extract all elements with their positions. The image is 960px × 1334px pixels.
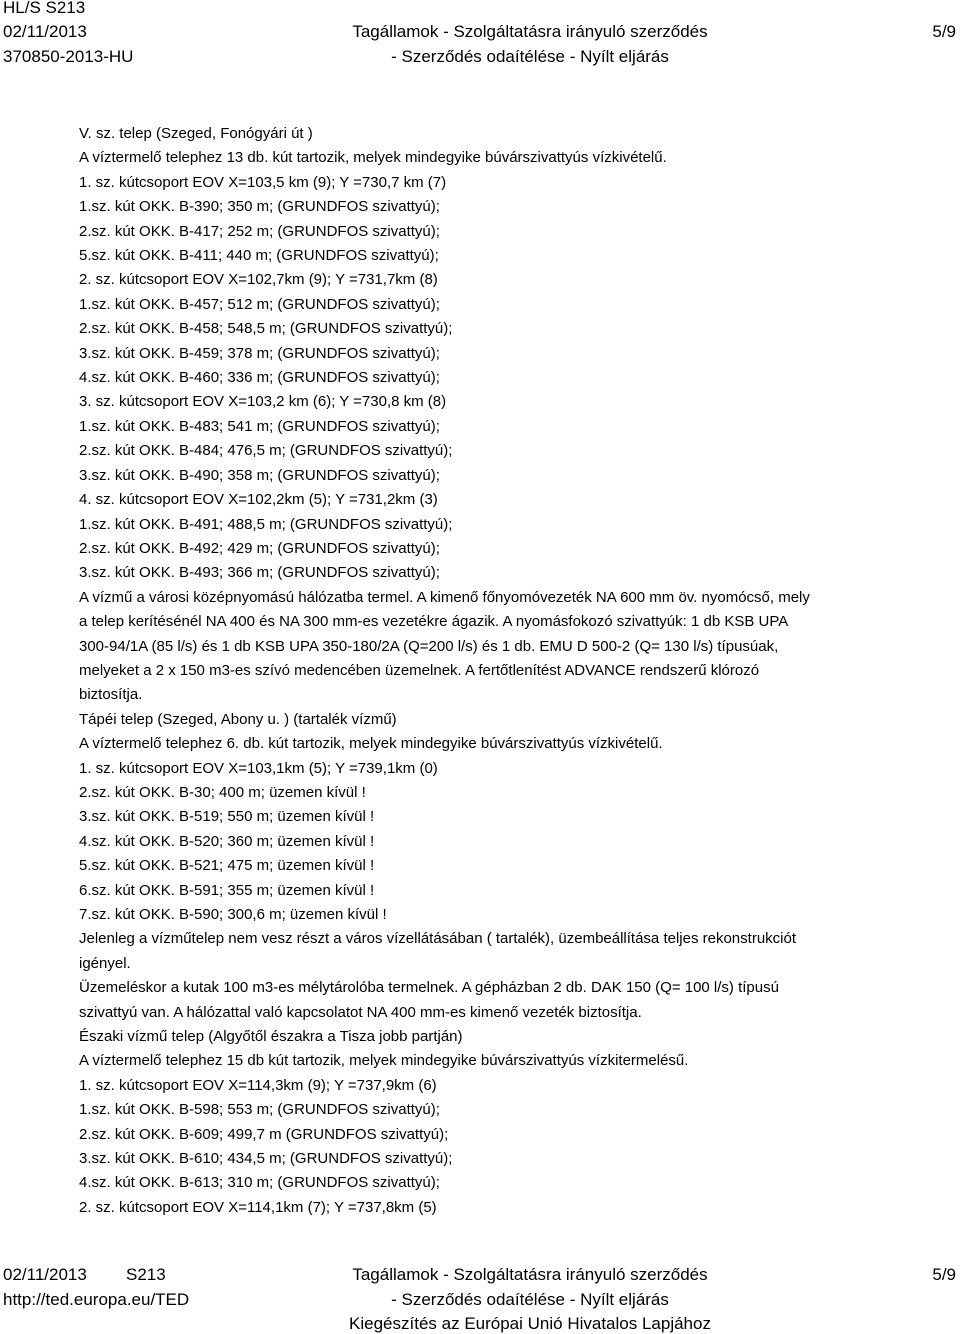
body-line: V. sz. telep (Szeged, Fonógyári út ) (79, 125, 313, 142)
body-line: Tápéi telep (Szeged, Abony u. ) (tartalék vízmű) (79, 710, 397, 728)
footer-title-line2: - Szerződés odaítélése - Nyílt eljárás (391, 1290, 669, 1309)
body-line: 2.sz. kút OKK. B-417; 252 m; (GRUNDFOS szivattyú); (79, 222, 440, 240)
body-line: 2.sz. kút OKK. B-458; 548,5 m; (GRUNDFOS szivattyú); (79, 320, 453, 338)
body-line: Északi vízmű telep (Algyőtől északra a Tisza jobb partján) (79, 1028, 463, 1046)
body-line: 1. sz. kútcsoport EOV X=103,1km (5); Y =739,1km (0) (79, 759, 438, 777)
body-line: 1.sz. kút OKK. B-483; 541 m; (GRUNDFOS szivattyú); (79, 417, 440, 435)
body-line: 1.sz. kút OKK. B-390; 350 m; (GRUNDFOS szivattyú); (79, 198, 440, 216)
body-line: 2.sz. kút OKK. B-484; 476,5 m; (GRUNDFOS szivattyú); (79, 442, 453, 460)
body-line: Üzemeléskor a kutak 100 m3-es mélytárolóba termelnek. A gépházban 2 db. DAK 150 (Q= 100 l/s) típusú (79, 979, 779, 997)
body-line: 4.sz. kút OKK. B-520; 360 m; üzemen kívül ! (79, 832, 375, 850)
body-line: A víztermelő telephez 6. db. kút tartozik, melyek mindegyike búvárszivattyús vízkivételű. (79, 735, 663, 753)
body-line: A víztermelő telephez 15 db kút tartozik, melyek mindegyike búvárszivattyús vízkitermelésű. (79, 1052, 689, 1070)
header-title-line2: - Szerződés odaítélése - Nyílt eljárás (391, 47, 669, 66)
footer-title-line3: Kiegészítés az Európai Unió Hivatalos Lapjához (349, 1314, 711, 1333)
body-line: 3.sz. kút OKK. B-459; 378 m; (GRUNDFOS szivattyú); (79, 344, 440, 362)
body-line: 3.sz. kút OKK. B-493; 366 m; (GRUNDFOS szivattyú); (79, 564, 440, 582)
body-line: 3.sz. kút OKK. B-519; 550 m; üzemen kívül ! (79, 808, 375, 826)
document-body (79, 122, 949, 1220)
body-line: A vízmű a városi középnyomású hálózatba termel. A kimenő főnyomóvezeték NA 600 mm öv. nyomócső, mely (79, 588, 810, 606)
header-reference: 370850-2013-HU (3, 47, 134, 66)
body-line: 1. sz. kútcsoport EOV X=103,5 km (9); Y =730,7 km (7) (79, 173, 447, 191)
doc-code: HL/S S213 (3, 0, 86, 17)
body-line: A víztermelő telephez 13 db. kút tartozik, melyek mindegyike búvárszivattyús vízkivételű. (79, 149, 667, 167)
body-line: 4.sz. kút OKK. B-460; 336 m; (GRUNDFOS szivattyú); (79, 369, 440, 387)
body-line: 3.sz. kút OKK. B-490; 358 m; (GRUNDFOS szivattyú); (79, 466, 440, 484)
body-line: a telep kerítésénél NA 400 és NA 300 mm-es vezetékre ágazik. A nyomásfokozó szivattyúk: 1 db KSB UPA (79, 613, 789, 631)
body-line: 1.sz. kút OKK. B-598; 553 m; (GRUNDFOS szivattyú); (79, 1101, 440, 1119)
footer-code: S213 (126, 1265, 166, 1284)
header-title-line1: Tagállamok - Szolgáltatásra irányuló szerződés (352, 22, 708, 41)
body-line: 1.sz. kút OKK. B-491; 488,5 m; (GRUNDFOS szivattyú); (79, 515, 453, 533)
body-line: 5.sz. kút OKK. B-521; 475 m; üzemen kívül ! (79, 857, 375, 875)
body-line: 300-94/1A (85 l/s) és 1 db KSB UPA 350-180/2A (Q=200 l/s) és 1 db. EMU D 500-2 (Q= 130 l/s) típusúak, (79, 637, 779, 655)
footer-url[interactable]: http://ted.europa.eu/TED (3, 1290, 190, 1309)
body-line: biztosítja. (79, 686, 143, 704)
body-line: 1.sz. kút OKK. B-457; 512 m; (GRUNDFOS szivattyú); (79, 295, 440, 313)
body-line: Jelenleg a vízműtelep nem vesz részt a város vízellátásában ( tartalék), üzembeállítása teljes rekonstrukciót (79, 930, 796, 948)
body-line: melyeket a 2 x 150 m3-es szívó medencében üzemelnek. A fertőtlenítést ADVANCE rendszerű klórozó (79, 661, 760, 679)
body-line: 2.sz. kút OKK. B-492; 429 m; (GRUNDFOS szivattyú); (79, 539, 440, 557)
body-line: 4.sz. kút OKK. B-613; 310 m; (GRUNDFOS szivattyú); (79, 1174, 440, 1192)
body-line: 3. sz. kútcsoport EOV X=103,2 km (6); Y =730,8 km (8) (79, 393, 447, 411)
body-line: 1. sz. kútcsoport EOV X=114,3km (9); Y =737,9km (6) (79, 1076, 437, 1094)
body-line: 6.sz. kút OKK. B-591; 355 m; üzemen kívül ! (79, 881, 375, 899)
body-line: szivattyú van. A hálózattal való kapcsolatot NA 400 mm-es kimenő vezeték biztosítja. (79, 1003, 642, 1021)
body-line: 7.sz. kút OKK. B-590; 300,6 m; üzemen kívül ! (79, 906, 387, 923)
body-line: 4. sz. kútcsoport EOV X=102,2km (5); Y =731,2km (3) (79, 491, 438, 509)
footer-date: 02/11/2013 (3, 1265, 87, 1284)
footer-page-number: 5/9 (932, 1265, 956, 1284)
body-line: 5.sz. kút OKK. B-411; 440 m; (GRUNDFOS szivattyú); (79, 247, 439, 265)
body-line: 2.sz. kút OKK. B-30; 400 m; üzemen kívül ! (79, 783, 366, 801)
body-line: igényel. (79, 954, 131, 972)
body-line: 2.sz. kút OKK. B-609; 499,7 m (GRUNDFOS szivattyú); (79, 1125, 449, 1143)
body-line: 3.sz. kút OKK. B-610; 434,5 m; (GRUNDFOS szivattyú); (79, 1150, 453, 1168)
body-line: 2. sz. kútcsoport EOV X=102,7km (9); Y =731,7km (8) (79, 271, 438, 289)
body-line: 2. sz. kútcsoport EOV X=114,1km (7); Y =737,8km (5) (79, 1198, 437, 1216)
header-date: 02/11/2013 (3, 22, 87, 41)
footer-title-line1: Tagállamok - Szolgáltatásra irányuló szerződés (352, 1265, 708, 1284)
header-page-number: 5/9 (932, 22, 956, 41)
